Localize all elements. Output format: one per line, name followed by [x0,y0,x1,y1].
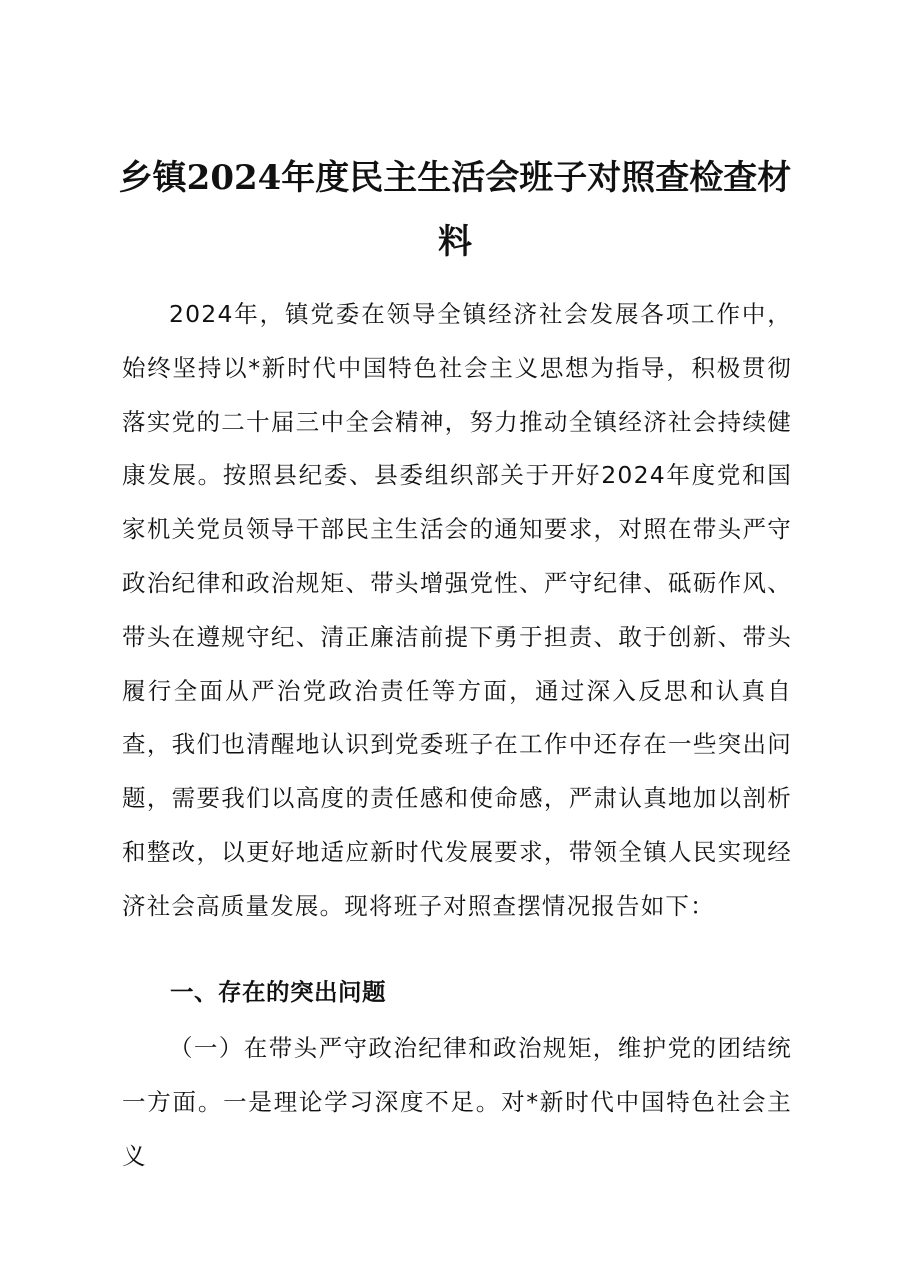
section-heading: 一、存在的突出问题 [170,978,386,1006]
document-title: 乡镇2024年度民主生活会班子对照查检查材料 [118,158,792,262]
section-paragraph: （一）在带头严守政治纪律和政治规矩，维护党的团结统一方面。一是理论学习深度不足。对*新时代中国特色社会主义 [122,1034,792,1170]
intro-paragraph: 2024年，镇党委在领导全镇经济社会发展各项工作中，始终坚持以*新时代中国特色社会主义思想为指导，积极贯彻落实党的二十届三中全会精神，努力推动全镇经济社会持续健康发展。按照县纪委、县委组织部关于开好2024年度党和国家机关党员领导干部民主生活会的通知要求，对照在带头严守政治纪律和政治规矩、带头增强党性、严守纪律、砥砺作风、带头在遵规守纪、清正廉洁前提下勇于担责、敢于创新、带头履行全面从严治党政治责任等方面，通过深入反思和认真自查，我们也清醒地认识到党委班子在工作中还存在一些突出问题，需要我们以高度的责任感和使命感，严肃认真地加以剖析和整改，以更好地适应新时代发展要求，带领全镇人民实现经济社会高质量发展。现将班子对照查摆情况报告如下： [122,300,792,920]
